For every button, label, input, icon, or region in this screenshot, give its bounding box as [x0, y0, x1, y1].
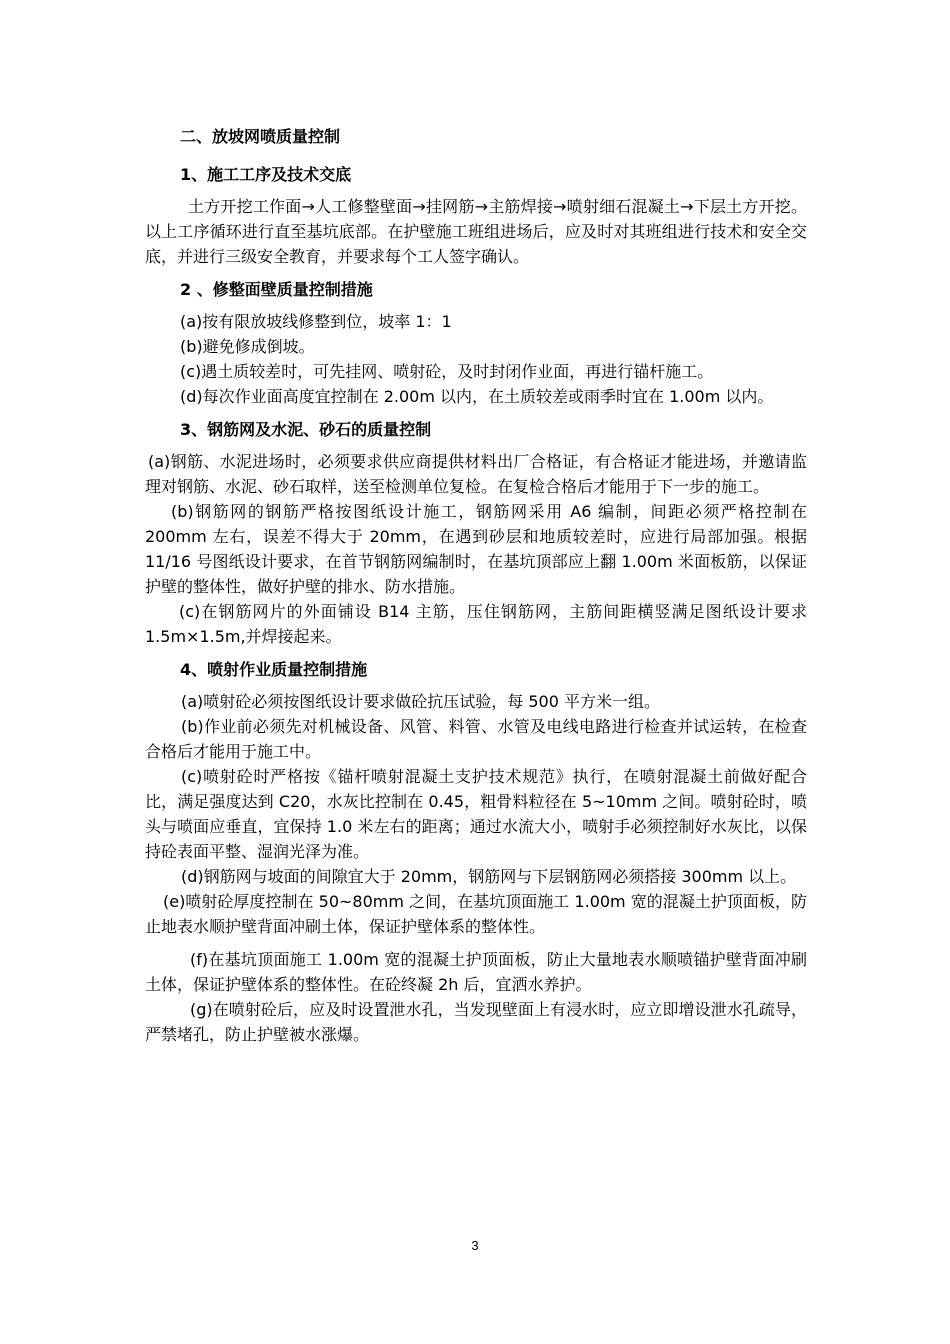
section4-item-c: (c)喷射砼时严格按《锚杆喷射混凝土支护技术规范》执行，在喷射混凝土前做好配合比，满足强度达到 C20，水灰比控制在 0.45，粗骨料粒径在 5~10mm 之间。喷射砼时，喷头与喷面应垂直，宜保持 1.0 米左右的距离；通过水流大小，喷射手必须控制好水灰比，以保持砼表面平整、湿润光泽为准。: [145, 767, 807, 861]
section1-paragraph: 土方开挖工作面→人工修整壁面→挂网筋→主筋焊接→喷射细石混凝土→下层土方开挖。以上工序循环进行直至基坑底部。在护壁施工班组进场后，应及时对其班组进行技术和安全交底，并进行三级安全教育，并要求每个工人签字确认。: [145, 197, 807, 266]
section4-item-g: (g)在喷射砼后，应及时设置泄水孔，当发现壁面上有浸水时，应立即增设泄水孔疏导，严禁堵孔，防止护壁被水涨爆。: [145, 1000, 807, 1044]
main-heading: 二、放坡网喷质量控制: [180, 127, 341, 146]
section4-item-d: (d)钢筋网与坡面的间隙宜大于 20mm，钢筋网与下层钢筋网必须搭接 300mm 以上。: [181, 867, 797, 886]
section4-item-b: (b)作业前必须先对机械设备、风管、料管、水管及电线电路进行检查并试运转，在检查合格后才能用于施工中。: [145, 717, 807, 761]
section3-item-b: (b)钢筋网的钢筋严格按图纸设计施工，钢筋网采用 A6 编制，间距必须严格控制在 200mm 左右，误差不得大于 20mm，在遇到砂层和地质较差时，应进行局部加强。根据 11/16 号图纸设计要求，在首节钢筋网编制时，在基坑顶部应上翻 1.00m 米面板筋，以保证护壁的整体性，做好护壁的排水、防水措施。: [145, 502, 807, 596]
section4-title: 4、喷射作业质量控制措施: [180, 660, 368, 679]
section3-item-c: (c)在钢筋网片的外面铺设 B14 主筋，压住钢筋网，主筋间距横竖满足图纸设计要求 1.5m×1.5m,并焊接起来。: [145, 602, 807, 646]
section2-item-c: (c)遇土质较差时，可先挂网、喷射砼，及时封闭作业面，再进行锚杆施工。: [180, 362, 714, 381]
document-body: [145, 124, 807, 1047]
section1-title: 1、施工工序及技术交底: [180, 165, 352, 184]
section4-item-e: (e)喷射砼厚度控制在 50~80mm 之间，在基坑顶面施工 1.00m 宽的混凝土护顶面板，防止地表水顺护壁背面冲刷土体，保证护壁体系的整体性。: [145, 892, 807, 936]
section3-item-a: (a)钢筋、水泥进场时，必须要求供应商提供材料出厂合格证，有合格证才能进场，并邀请监理对钢筋、水泥、砂石取样，送至检测单位复检。在复检合格后才能用于下一步的施工。: [145, 452, 807, 496]
section3-title: 3、钢筋网及水泥、砂石的质量控制: [180, 420, 432, 439]
section2-item-d: (d)每次作业面高度宜控制在 2.00m 以内，在土质较差或雨季时宜在 1.00m 以内。: [180, 387, 774, 406]
section4-item-a: (a)喷射砼必须按图纸设计要求做砼抗压试验，每 500 平方米一组。: [181, 692, 661, 711]
page-number: 3: [471, 1238, 479, 1253]
section2-title: 2 、修整面壁质量控制措施: [180, 280, 373, 299]
section2-item-b: (b)避免修成倒坡。: [180, 337, 315, 356]
section4-item-f: (f)在基坑顶面施工 1.00m 宽的混凝土护顶面板，防止大量地表水顺喷锚护壁背面冲刷土体，保证护壁体系的整体性。在砼终凝 2h 后，宜洒水养护。: [145, 950, 807, 994]
section2-item-a: (a)按有限放坡线修整到位，坡率 1：1: [180, 312, 452, 331]
